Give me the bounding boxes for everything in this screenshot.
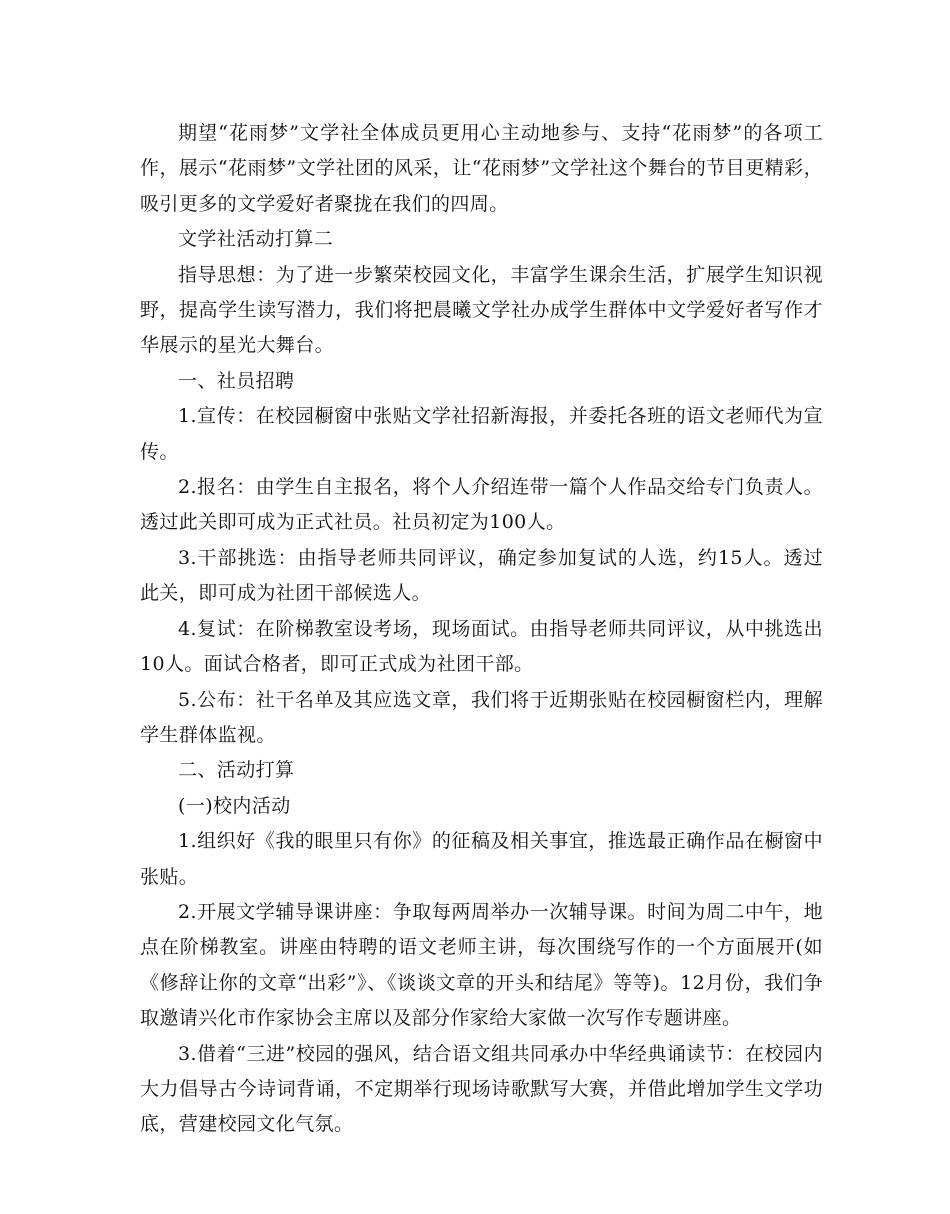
list-item-call-for-papers: 1.组织好《我的眼里只有你》的征稿及相关事宜，推选最正确作品在橱窗中张贴。 bbox=[140, 830, 823, 888]
heading-member-recruitment: 一、社员招聘 bbox=[178, 369, 295, 392]
document-body bbox=[140, 116, 823, 1143]
list-item-lectures: 2.开展文学辅导课讲座：争取每两周举办一次辅导课。时间为周二中午，地点在阶梯教室。讲座由特聘的语文老师主讲，每次围绕写作的一个方面展开(如《修辞让你的文章“出彩”》、《谈谈文章的开头和结尾》等等)。12月份，我们争取邀请兴化市作家协会主席以及部分作家给大家做一次写作专题讲座。 bbox=[140, 900, 823, 1030]
subheading-campus-activities: (一)校内活动 bbox=[178, 794, 291, 817]
list-item-retest: 4.复试：在阶梯教室设考场，现场面试。由指导老师共同评议，从中挑选出10人。面试合格者，即可正式成为社团干部。 bbox=[140, 617, 823, 676]
list-item-announcement: 5.公布：社干名单及其应选文章，我们将于近期张贴在校园橱窗栏内，理解学生群体监视。 bbox=[140, 688, 823, 746]
section-title-plan-two: 文学社活动打算二 bbox=[178, 228, 334, 251]
list-item-classics-reading: 3.借着“三进”校园的强风，结合语文组共同承办中华经典诵读节：在校园内大力倡导古今诗词背诵，不定期举行现场诗歌默写大赛，并借此增加学生文学功底，营建校园文化气氛。 bbox=[140, 1042, 823, 1136]
paragraph-intro-expectation: 期望“花雨梦”文学社全体成员更用心主动地参与、支持“花雨梦”的各项工作，展示“花雨梦”文学社团的风采，让“花雨梦”文学社这个舞台的节目更精彩，吸引更多的文学爱好者聚拢在我们的四周。 bbox=[140, 122, 823, 215]
list-item-publicity: 1.宣传：在校园橱窗中张贴文学社招新海报，并委托各班的语文老师代为宣传。 bbox=[140, 405, 823, 463]
paragraph-guiding-thought: 指导思想：为了进一步繁荣校园文化，丰富学生课余生活，扩展学生知识视野，提高学生读写潜力，我们将把晨曦文学社办成学生群体中文学爱好者写作才华展示的星光大舞台。 bbox=[140, 263, 823, 357]
heading-activity-plan: 二、活动打算 bbox=[178, 759, 295, 782]
list-item-cadre-selection: 3.干部挑选：由指导老师共同评议，确定参加复试的人选，约15人。透过此关，即可成为社团干部候选人。 bbox=[140, 546, 823, 605]
list-item-registration: 2.报名：由学生自主报名，将个人介绍连带一篇个人作品交给专门负责人。透过此关即可成为正式社员。社员初定为100人。 bbox=[140, 476, 823, 534]
